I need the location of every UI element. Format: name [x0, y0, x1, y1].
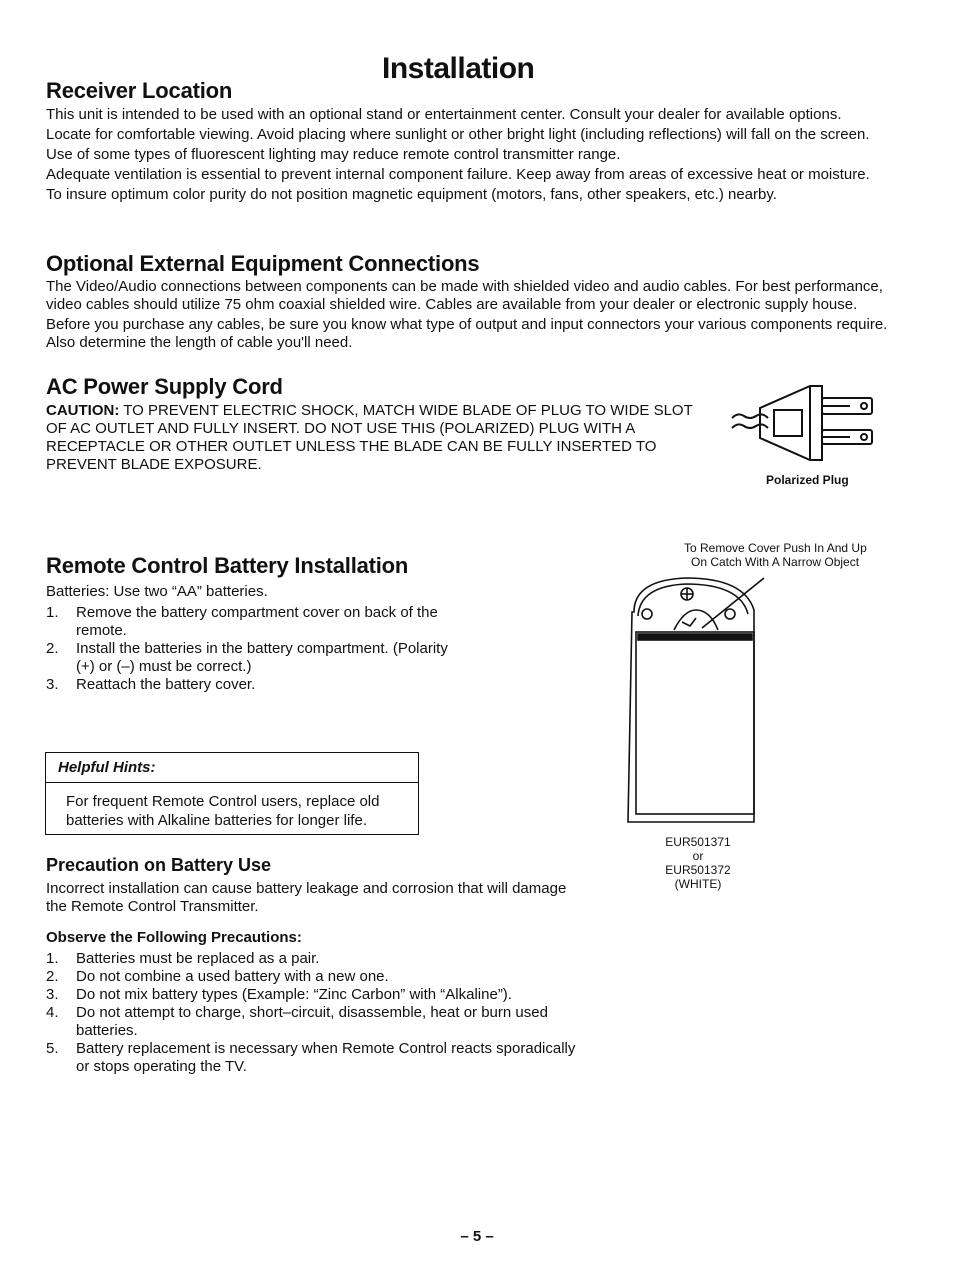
remote-battery-heading: Remote Control Battery Installation — [46, 553, 409, 578]
caution-label: CAUTION: — [46, 402, 120, 419]
list-item: 4. Do not attempt to charge, short–circuit, disassemble, heat or burn used batteries. — [46, 1004, 548, 1039]
precaution-list — [46, 950, 586, 1076]
receiver-paragraph: Locate for comfortable viewing. Avoid placing where sunlight or other bright light (including reflections) will fall on the screen. — [46, 126, 870, 143]
list-item: 2. Install the batteries in the battery compartment. (Polarity (+) or (–) must be correct.) — [46, 640, 448, 675]
remote-back-icon — [624, 570, 774, 832]
page-number: – 5 – — [460, 1228, 494, 1245]
list-item: 1. Remove the battery compartment cover on back of the remote. — [46, 604, 438, 639]
observe-heading: Observe the Following Precautions: — [46, 929, 302, 946]
receiver-location-section — [46, 106, 894, 204]
list-item: 3. Do not mix battery types (Example: “Zinc Carbon” with “Alkaline”). — [46, 986, 512, 1003]
receiver-location-heading: Receiver Location — [46, 78, 233, 103]
battery-intro: Batteries: Use two “AA” batteries. — [46, 583, 268, 600]
page-title: Installation — [382, 52, 535, 85]
list-item: 3. Reattach the battery cover. — [46, 676, 256, 693]
polarized-plug-icon — [730, 380, 880, 466]
battery-steps — [46, 604, 448, 694]
precaution-text: Incorrect installation can cause battery leakage and corrosion that will damage the Remote Control Transmitter. — [46, 880, 567, 915]
receiver-paragraph: Adequate ventilation is essential to prevent internal component failure. Keep away from areas of excessive heat or moisture. — [46, 166, 870, 183]
caution-text: TO PREVENT ELECTRIC SHOCK, MATCH WIDE BLADE OF PLUG TO WIDE SLOT OF AC OUTLET AND FULLY INSERT. DO NOT USE THIS (POLARIZED) PLUG WITH A RECEPTACLE OR OTHER OUTLET UNLESS THE BLADE CAN BE FULLY INSERTED TO PREVENT BLADE EXPOSURE. — [46, 402, 693, 473]
optional-external-paragraph: Before you purchase any cables, be sure you know what type of output and input connectors your various components require. Also determine the length of cable you'll need. — [46, 316, 888, 351]
optional-external-section — [46, 278, 894, 352]
optional-external-paragraph: The Video/Audio connections between components can be made with shielded video and audio cables. For best performance, video cables should utilize 75 ohm coaxial shielded wire. Cables are available from your dealer or electronic supply house. — [46, 278, 883, 313]
ac-power-heading: AC Power Supply Cord — [46, 374, 283, 399]
precaution-heading: Precaution on Battery Use — [46, 855, 272, 875]
receiver-paragraph: To insure optimum color purity do not position magnetic equipment (motors, fans, other speakers, etc.) nearby. — [46, 186, 777, 203]
optional-external-heading: Optional External Equipment Connections — [46, 251, 480, 276]
model-numbers: EUR501371 or EUR501372 (WHITE) — [665, 835, 731, 891]
receiver-paragraph: This unit is intended to be used with an optional stand or entertainment center. Consult your dealer for available options. — [46, 106, 842, 123]
ac-power-caution — [46, 402, 694, 474]
receiver-paragraph: Use of some types of fluorescent lighting may reduce remote control transmitter range. — [46, 146, 621, 163]
list-item: 1. Batteries must be replaced as a pair. — [46, 950, 320, 967]
plug-caption: Polarized Plug — [766, 473, 849, 487]
list-item: 2. Do not combine a used battery with a new one. — [46, 968, 389, 985]
helpful-hints-box — [45, 752, 419, 835]
helpful-hints-text: For frequent Remote Control users, replace old batteries with Alkaline batteries for longer life. — [66, 793, 380, 829]
cover-note: To Remove Cover Push In And Up On Catch With A Narrow Object — [684, 541, 867, 569]
list-item: 5. Battery replacement is necessary when Remote Control reacts sporadically or stops operating the TV. — [46, 1040, 576, 1075]
helpful-hints-title: Helpful Hints: — [46, 753, 418, 783]
